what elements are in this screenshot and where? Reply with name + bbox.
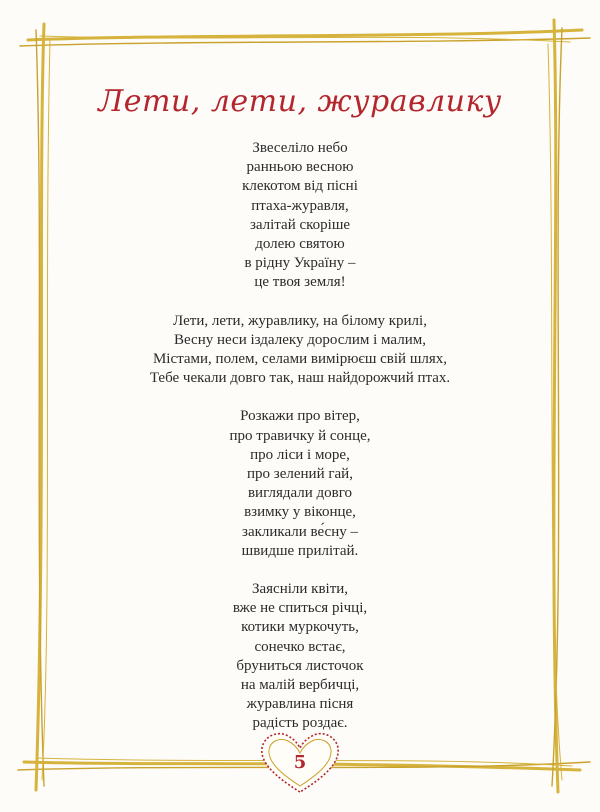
poem-line: взимку у віконце,	[244, 504, 356, 521]
poem-line: журавлина пісня	[246, 696, 354, 713]
poem-line: виглядали довго	[247, 485, 353, 502]
poem-line: в рідну Україну –	[244, 255, 356, 272]
poem-line: котики муркочуть,	[241, 619, 359, 636]
poem-line: Звеселіло небо	[252, 140, 348, 156]
stanza-1	[0, 139, 600, 293]
poem-line: Тебе чекали довго так, наш найдорожчий птах.	[149, 370, 451, 387]
poem-line: сонечко встає,	[254, 638, 346, 655]
poem-line: Весну неси іздалеку дорослим і малим,	[174, 331, 426, 348]
page-number: 5	[293, 752, 307, 773]
poem-title: Лети, лети, журавлику	[98, 84, 502, 119]
poem-line: швидше прилітай.	[241, 542, 359, 559]
poem-line: клекотом від пісні	[242, 178, 358, 195]
stanza-3	[0, 407, 600, 561]
poem-line: на малій вербичці,	[240, 677, 360, 694]
poem-line: вже не спиться річці,	[232, 600, 368, 617]
poem-body	[0, 139, 600, 753]
poem-line: Розкажи про вітер,	[240, 408, 360, 425]
poem-line: це твоя земля!	[254, 274, 346, 291]
stanza-2-chorus	[0, 312, 600, 389]
poem-line: про ліси і море,	[250, 446, 350, 463]
poem-line: Містами, полем, селами вимірюєш свій шлях,	[152, 351, 448, 368]
poem-line: птаха-журавля,	[251, 197, 349, 214]
poem-line: долею святою	[255, 236, 345, 253]
poem-line: Лети, лети, журавлику, на білому крилі,	[173, 312, 427, 329]
poem-line: про травичку й сонце,	[229, 427, 371, 444]
poem-line: радість роздає.	[252, 715, 348, 732]
poem-line: закликали ве́сну –	[242, 523, 358, 540]
poem-line: Заясніли квіти,	[251, 581, 349, 598]
poem-line: залітай скоріше	[249, 216, 351, 233]
poem-line: ранньою весною	[246, 159, 354, 176]
stanza-4	[0, 580, 600, 734]
poem-line: бруниться листочок	[236, 657, 364, 674]
poem-line: про зелений гай,	[247, 466, 353, 483]
